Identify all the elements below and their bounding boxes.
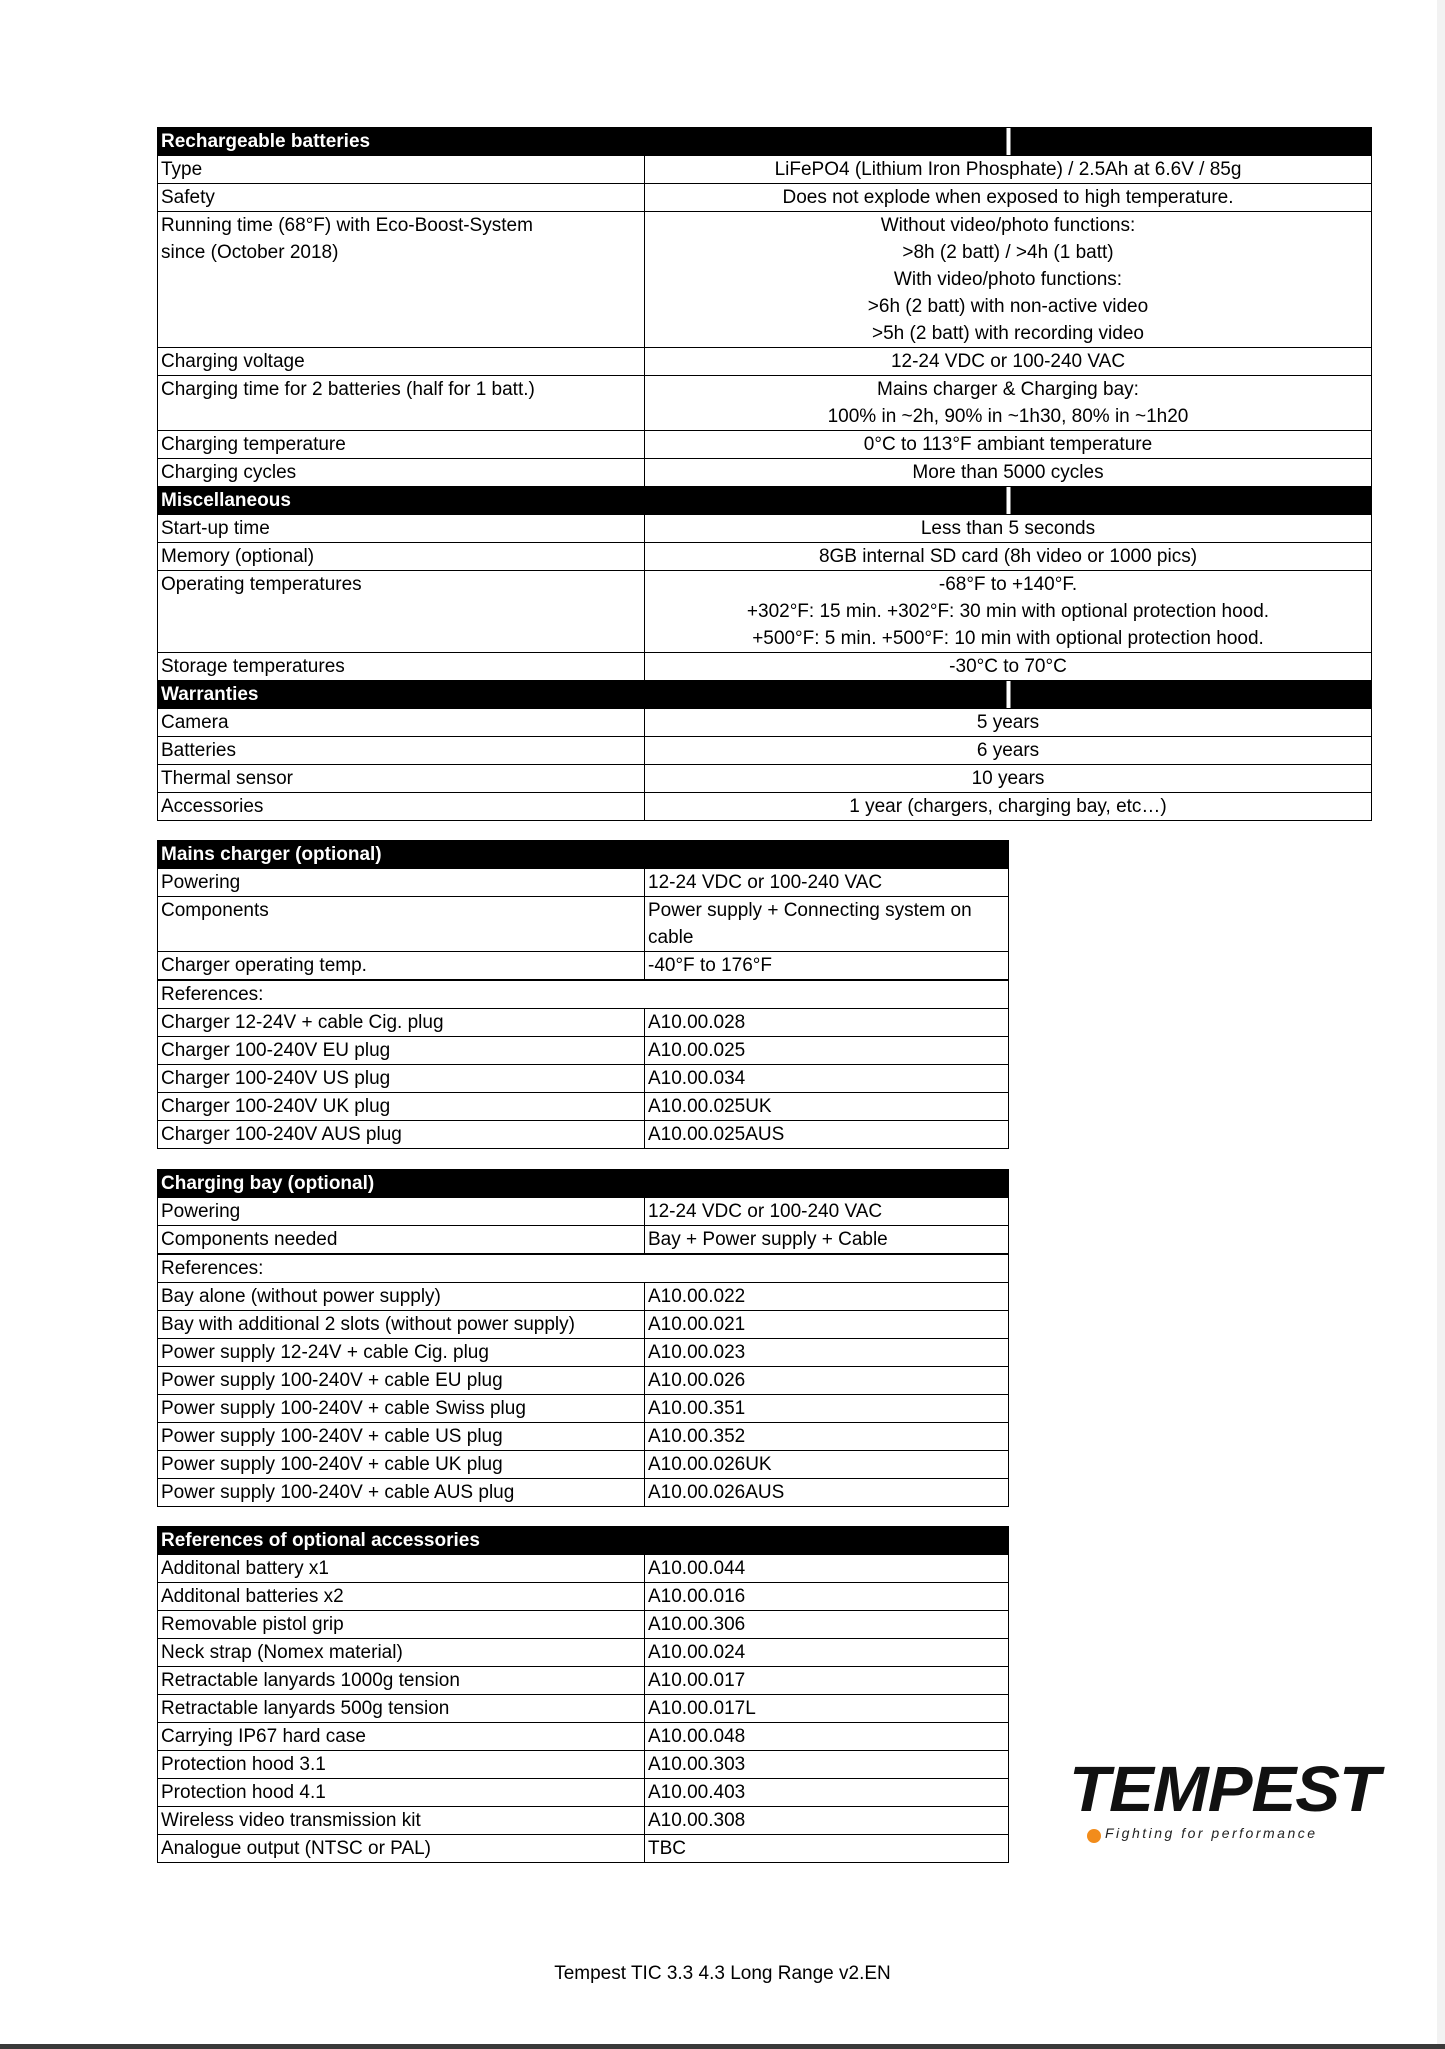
spec-value-line: 6 years	[976, 740, 1040, 761]
spec-row	[158, 1835, 1009, 1863]
section-title: Mains charger (optional)	[158, 841, 645, 869]
spec-row	[158, 1723, 1009, 1751]
spec-label	[158, 184, 645, 212]
reference-code: A10.00.028	[645, 1009, 1009, 1037]
row-label: Powering	[158, 869, 645, 897]
reference-code: A10.00.352	[645, 1423, 1009, 1451]
row-value: A10.00.017	[645, 1667, 1009, 1695]
row-label: Charger operating temp.	[158, 952, 645, 981]
spec-value	[645, 765, 1372, 793]
reference-row	[158, 1367, 1009, 1395]
spec-value-line: 100% in ~2h, 90% in ~1h30, 80% in ~1h20	[827, 406, 1189, 427]
section-header-blank	[645, 1170, 1009, 1198]
spec-value	[645, 543, 1372, 571]
spec-value	[645, 348, 1372, 376]
tempest-logo	[1065, 1752, 1385, 1852]
spec-row	[158, 1611, 1009, 1639]
references-heading: References:	[158, 980, 1009, 1009]
spec-row	[158, 653, 1372, 681]
section-header	[158, 128, 1372, 156]
section-header-blank	[645, 681, 1372, 709]
spec-row	[158, 1667, 1009, 1695]
spec-value	[645, 212, 1372, 348]
reference-row	[158, 1093, 1009, 1121]
reference-row	[158, 1065, 1009, 1093]
references-heading-row	[158, 1254, 1009, 1283]
reference-code: A10.00.022	[645, 1283, 1009, 1311]
spec-label-line: Camera	[161, 712, 229, 733]
spec-value	[645, 709, 1372, 737]
spec-row	[158, 952, 1009, 981]
spec-value-line: >5h (2 batt) with recording video	[872, 323, 1144, 344]
reference-row	[158, 1423, 1009, 1451]
row-label: Protection hood 4.1	[158, 1779, 645, 1807]
row-label: Carrying IP67 hard case	[158, 1723, 645, 1751]
row-value: Bay + Power supply + Cable	[645, 1226, 1009, 1255]
spec-row	[158, 571, 1372, 653]
section-title: References of optional accessories	[158, 1527, 645, 1555]
spec-label-line: Accessories	[161, 796, 264, 817]
spec-label	[158, 543, 645, 571]
spec-value-line: 8GB internal SD card (8h video or 1000 pics)	[818, 546, 1198, 567]
reference-row	[158, 1283, 1009, 1311]
spec-value-line: +302°F: 15 min. +302°F: 30 min with optional protection hood.	[746, 601, 1270, 622]
spec-label-line: Charging temperature	[161, 434, 346, 455]
spec-row	[158, 1198, 1009, 1226]
reference-label: Charger 100-240V UK plug	[158, 1093, 645, 1121]
reference-row	[158, 1037, 1009, 1065]
section-header	[158, 841, 1009, 869]
reference-code: A10.00.025AUS	[645, 1121, 1009, 1149]
section-title: Warranties	[158, 681, 645, 709]
spec-row	[158, 1583, 1009, 1611]
reference-row	[158, 1311, 1009, 1339]
reference-label: Charger 100-240V EU plug	[158, 1037, 645, 1065]
row-value: A10.00.044	[645, 1555, 1009, 1583]
reference-label: Power supply 100-240V + cable EU plug	[158, 1367, 645, 1395]
spec-value	[645, 431, 1372, 459]
spec-label-line: since (October 2018)	[161, 242, 339, 263]
reference-code: A10.00.351	[645, 1395, 1009, 1423]
bottom-rule	[0, 2044, 1445, 2049]
spec-label	[158, 709, 645, 737]
spec-label	[158, 515, 645, 543]
spec-value-line: LiFePO4 (Lithium Iron Phosphate) / 2.5Ah at 6.6V / 85g	[774, 159, 1242, 180]
accessories-table	[157, 1526, 1009, 1863]
spec-label-line: Thermal sensor	[161, 768, 293, 789]
reference-label: Charger 100-240V AUS plug	[158, 1121, 645, 1149]
reference-row	[158, 1451, 1009, 1479]
spec-row	[158, 376, 1372, 431]
spec-row	[158, 765, 1372, 793]
spec-row	[158, 348, 1372, 376]
row-label: Powering	[158, 1198, 645, 1226]
spec-value-line: With video/photo functions:	[893, 269, 1123, 290]
spec-label	[158, 459, 645, 487]
section-header-blank	[645, 841, 1009, 869]
reference-label: Power supply 100-240V + cable UK plug	[158, 1451, 645, 1479]
spec-value-line: 1 year (chargers, charging bay, etc…)	[849, 796, 1167, 817]
spec-row	[158, 1807, 1009, 1835]
spec-row	[158, 184, 1372, 212]
reference-code: A10.00.034	[645, 1065, 1009, 1093]
reference-label: Power supply 100-240V + cable Swiss plug	[158, 1395, 645, 1423]
page-edge	[1437, 0, 1445, 2049]
spec-value-line: Mains charger & Charging bay:	[877, 379, 1139, 400]
spec-row	[158, 1695, 1009, 1723]
reference-code: A10.00.025	[645, 1037, 1009, 1065]
spec-label	[158, 571, 645, 653]
spec-row	[158, 543, 1372, 571]
section-header-blank	[645, 487, 1372, 515]
row-value: A10.00.303	[645, 1751, 1009, 1779]
section-title: Miscellaneous	[158, 487, 645, 515]
spec-row	[158, 737, 1372, 765]
spec-label-line: Charging cycles	[161, 462, 297, 483]
mains-charger-body	[158, 841, 1009, 1149]
row-label: Additonal battery x1	[158, 1555, 645, 1583]
section-header	[158, 1527, 1009, 1555]
spec-value	[645, 376, 1372, 431]
spec-label-line: Charging voltage	[161, 351, 305, 372]
spec-table	[157, 127, 1372, 821]
spec-row	[158, 1779, 1009, 1807]
row-label: Wireless video transmission kit	[158, 1807, 645, 1835]
section-header	[158, 487, 1372, 515]
spec-value-line: >6h (2 batt) with non-active video	[867, 296, 1149, 317]
spec-value-line: 0°C to 113°F ambiant temperature	[863, 434, 1153, 455]
spec-label-line: Safety	[161, 187, 215, 208]
spec-value-line: -68°F to +140°F.	[938, 574, 1078, 595]
spec-label-line: Operating temperatures	[161, 574, 362, 595]
spec-value-line: Less than 5 seconds	[920, 518, 1096, 539]
spec-row	[158, 1555, 1009, 1583]
spec-value-line: 10 years	[971, 768, 1045, 789]
row-label: Components	[158, 897, 645, 952]
spec-label-line: Running time (68°F) with Eco-Boost-System	[161, 215, 533, 236]
spec-label	[158, 765, 645, 793]
reference-code: A10.00.021	[645, 1311, 1009, 1339]
row-label: Additonal batteries x2	[158, 1583, 645, 1611]
document-footer: Tempest TIC 3.3 4.3 Long Range v2.EN	[554, 1963, 891, 1984]
spec-label-line: Batteries	[161, 740, 236, 761]
spec-row	[158, 515, 1372, 543]
spec-value-line: Does not explode when exposed to high temperature.	[782, 187, 1234, 208]
spec-label-line: Type	[161, 159, 203, 180]
reference-label: Power supply 100-240V + cable AUS plug	[158, 1479, 645, 1507]
mains-charger-table	[157, 840, 1009, 1149]
row-value: TBC	[645, 1835, 1009, 1863]
spec-value-line: >8h (2 batt) / >4h (1 batt)	[902, 242, 1114, 263]
references-heading-row	[158, 980, 1009, 1009]
spec-label-line: Charging time for 2 batteries (half for 1 batt.)	[161, 379, 535, 400]
spec-value	[645, 653, 1372, 681]
spec-row	[158, 1226, 1009, 1255]
reference-row	[158, 1395, 1009, 1423]
row-value: A10.00.016	[645, 1583, 1009, 1611]
row-value: A10.00.017L	[645, 1695, 1009, 1723]
spec-row	[158, 156, 1372, 184]
row-label: Protection hood 3.1	[158, 1751, 645, 1779]
spec-label	[158, 653, 645, 681]
spec-label	[158, 737, 645, 765]
row-value: A10.00.024	[645, 1639, 1009, 1667]
reference-row	[158, 1121, 1009, 1149]
reference-row	[158, 1479, 1009, 1507]
reference-code: A10.00.026AUS	[645, 1479, 1009, 1507]
row-value: 12-24 VDC or 100-240 VAC	[645, 1198, 1009, 1226]
spec-label	[158, 156, 645, 184]
charging-bay-body	[158, 1170, 1009, 1507]
reference-row	[158, 1009, 1009, 1037]
spec-value-line: Without video/photo functions:	[880, 215, 1136, 236]
spec-row	[158, 869, 1009, 897]
row-label: Retractable lanyards 500g tension	[158, 1695, 645, 1723]
reference-label: Bay with additional 2 slots (without power supply)	[158, 1311, 645, 1339]
section-header	[158, 1170, 1009, 1198]
spec-value	[645, 571, 1372, 653]
section-title: Rechargeable batteries	[158, 128, 645, 156]
row-value: A10.00.308	[645, 1807, 1009, 1835]
reference-label: Charger 12-24V + cable Cig. plug	[158, 1009, 645, 1037]
row-label: Retractable lanyards 1000g tension	[158, 1667, 645, 1695]
spec-label	[158, 212, 645, 348]
section-header-blank	[645, 1527, 1009, 1555]
row-value: Power supply + Connecting system on cable	[645, 897, 1009, 952]
charging-bay-table	[157, 1169, 1009, 1507]
section-header	[158, 681, 1372, 709]
logo-tagline: Fighting for performance	[1105, 1825, 1318, 1841]
spec-row	[158, 212, 1372, 348]
reference-label: Power supply 12-24V + cable Cig. plug	[158, 1339, 645, 1367]
row-label: Neck strap (Nomex material)	[158, 1639, 645, 1667]
spec-table-body	[158, 128, 1372, 821]
spec-label	[158, 431, 645, 459]
spec-value	[645, 793, 1372, 821]
spec-value-line: 5 years	[976, 712, 1040, 733]
logo-dot-icon	[1087, 1829, 1101, 1843]
row-value: -40°F to 176°F	[645, 952, 1009, 981]
spec-label	[158, 348, 645, 376]
spec-value-line: More than 5000 cycles	[912, 462, 1104, 483]
spec-row	[158, 1639, 1009, 1667]
row-value: A10.00.306	[645, 1611, 1009, 1639]
spec-value-line: 12-24 VDC or 100-240 VAC	[890, 351, 1126, 372]
row-label: Removable pistol grip	[158, 1611, 645, 1639]
spec-row	[158, 431, 1372, 459]
spec-row	[158, 709, 1372, 737]
row-value: A10.00.048	[645, 1723, 1009, 1751]
spec-label-line: Storage temperatures	[161, 656, 345, 677]
row-label: Components needed	[158, 1226, 645, 1255]
row-label: Analogue output (NTSC or PAL)	[158, 1835, 645, 1863]
spec-value	[645, 737, 1372, 765]
reference-code: A10.00.023	[645, 1339, 1009, 1367]
spec-label-line: Memory (optional)	[161, 546, 315, 567]
spec-value	[645, 515, 1372, 543]
spec-value-line: -30°C to 70°C	[949, 656, 1067, 677]
row-value: 12-24 VDC or 100-240 VAC	[645, 869, 1009, 897]
reference-label: Bay alone (without power supply)	[158, 1283, 645, 1311]
spec-value	[645, 459, 1372, 487]
reference-label: Power supply 100-240V + cable US plug	[158, 1423, 645, 1451]
reference-row	[158, 1339, 1009, 1367]
spec-value	[645, 156, 1372, 184]
reference-code: A10.00.026	[645, 1367, 1009, 1395]
row-value: A10.00.403	[645, 1779, 1009, 1807]
spec-label-line: Start-up time	[161, 518, 270, 539]
reference-code: A10.00.025UK	[645, 1093, 1009, 1121]
spec-value	[645, 184, 1372, 212]
spec-label	[158, 376, 645, 431]
spec-value-line: +500°F: 5 min. +500°F: 10 min with optional protection hood.	[752, 628, 1264, 649]
spec-row	[158, 897, 1009, 952]
accessories-body	[158, 1527, 1009, 1863]
section-header-blank	[645, 128, 1372, 156]
reference-code: A10.00.026UK	[645, 1451, 1009, 1479]
spec-row	[158, 1751, 1009, 1779]
reference-label: Charger 100-240V US plug	[158, 1065, 645, 1093]
spec-row	[158, 459, 1372, 487]
spec-row	[158, 793, 1372, 821]
spec-label	[158, 793, 645, 821]
logo-wordmark: TEMPEST	[1069, 1753, 1380, 1825]
references-heading: References:	[158, 1254, 1009, 1283]
section-title: Charging bay (optional)	[158, 1170, 645, 1198]
